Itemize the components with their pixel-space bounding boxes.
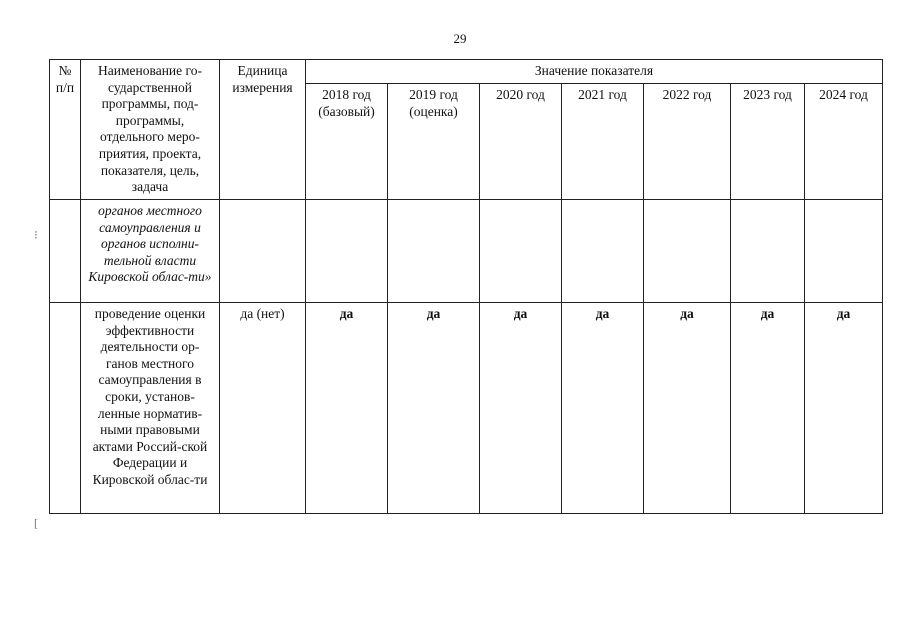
scan-mark: ⁝ xyxy=(34,228,38,242)
cell-value xyxy=(306,200,388,303)
cell-value xyxy=(731,200,805,303)
cell-value xyxy=(562,200,644,303)
scan-mark: [ xyxy=(34,516,38,530)
indicators-table xyxy=(49,59,883,514)
header-year: 2023 год xyxy=(731,84,805,200)
cell-name: органов местного самоуправления и органов исполни-тельной власти Кировской облас-ти» xyxy=(81,200,220,303)
header-year: 2019 год (оценка) xyxy=(388,84,480,200)
cell-value: да xyxy=(480,303,562,514)
header-year: 2024 год xyxy=(805,84,883,200)
header-name: Наименование го-сударственной программы, под-программы, отдельного меро-приятия, проекта, показателя, цель, задача xyxy=(81,60,220,200)
cell-value xyxy=(805,200,883,303)
cell-unit xyxy=(220,200,306,303)
cell-value xyxy=(480,200,562,303)
header-row xyxy=(50,60,883,84)
header-unit: Единица измерения xyxy=(220,60,306,200)
header-number: № п/п xyxy=(50,60,81,200)
header-year: 2022 год xyxy=(644,84,731,200)
page-number: 29 xyxy=(453,31,467,46)
cell-value: да xyxy=(644,303,731,514)
header-value-group: Значение показателя xyxy=(306,60,883,84)
cell-value: да xyxy=(306,303,388,514)
cell-value xyxy=(644,200,731,303)
table-row xyxy=(50,200,883,303)
cell-value: да xyxy=(388,303,480,514)
header-year: 2021 год xyxy=(562,84,644,200)
cell-unit: да (нет) xyxy=(220,303,306,514)
table-row xyxy=(50,303,883,514)
header-year: 2020 год xyxy=(480,84,562,200)
cell-name: проведение оценки эффективности деятельности ор-ганов местного самоуправления в сроки, установ-ленные норматив-ными правовыми актами Россий-ской Федерации и Кировской облас-ти xyxy=(81,303,220,514)
cell-value: да xyxy=(731,303,805,514)
header-year: 2018 год (базовый) xyxy=(306,84,388,200)
cell-number xyxy=(50,303,81,514)
cell-value: да xyxy=(805,303,883,514)
cell-value: да xyxy=(562,303,644,514)
cell-number xyxy=(50,200,81,303)
cell-value xyxy=(388,200,480,303)
